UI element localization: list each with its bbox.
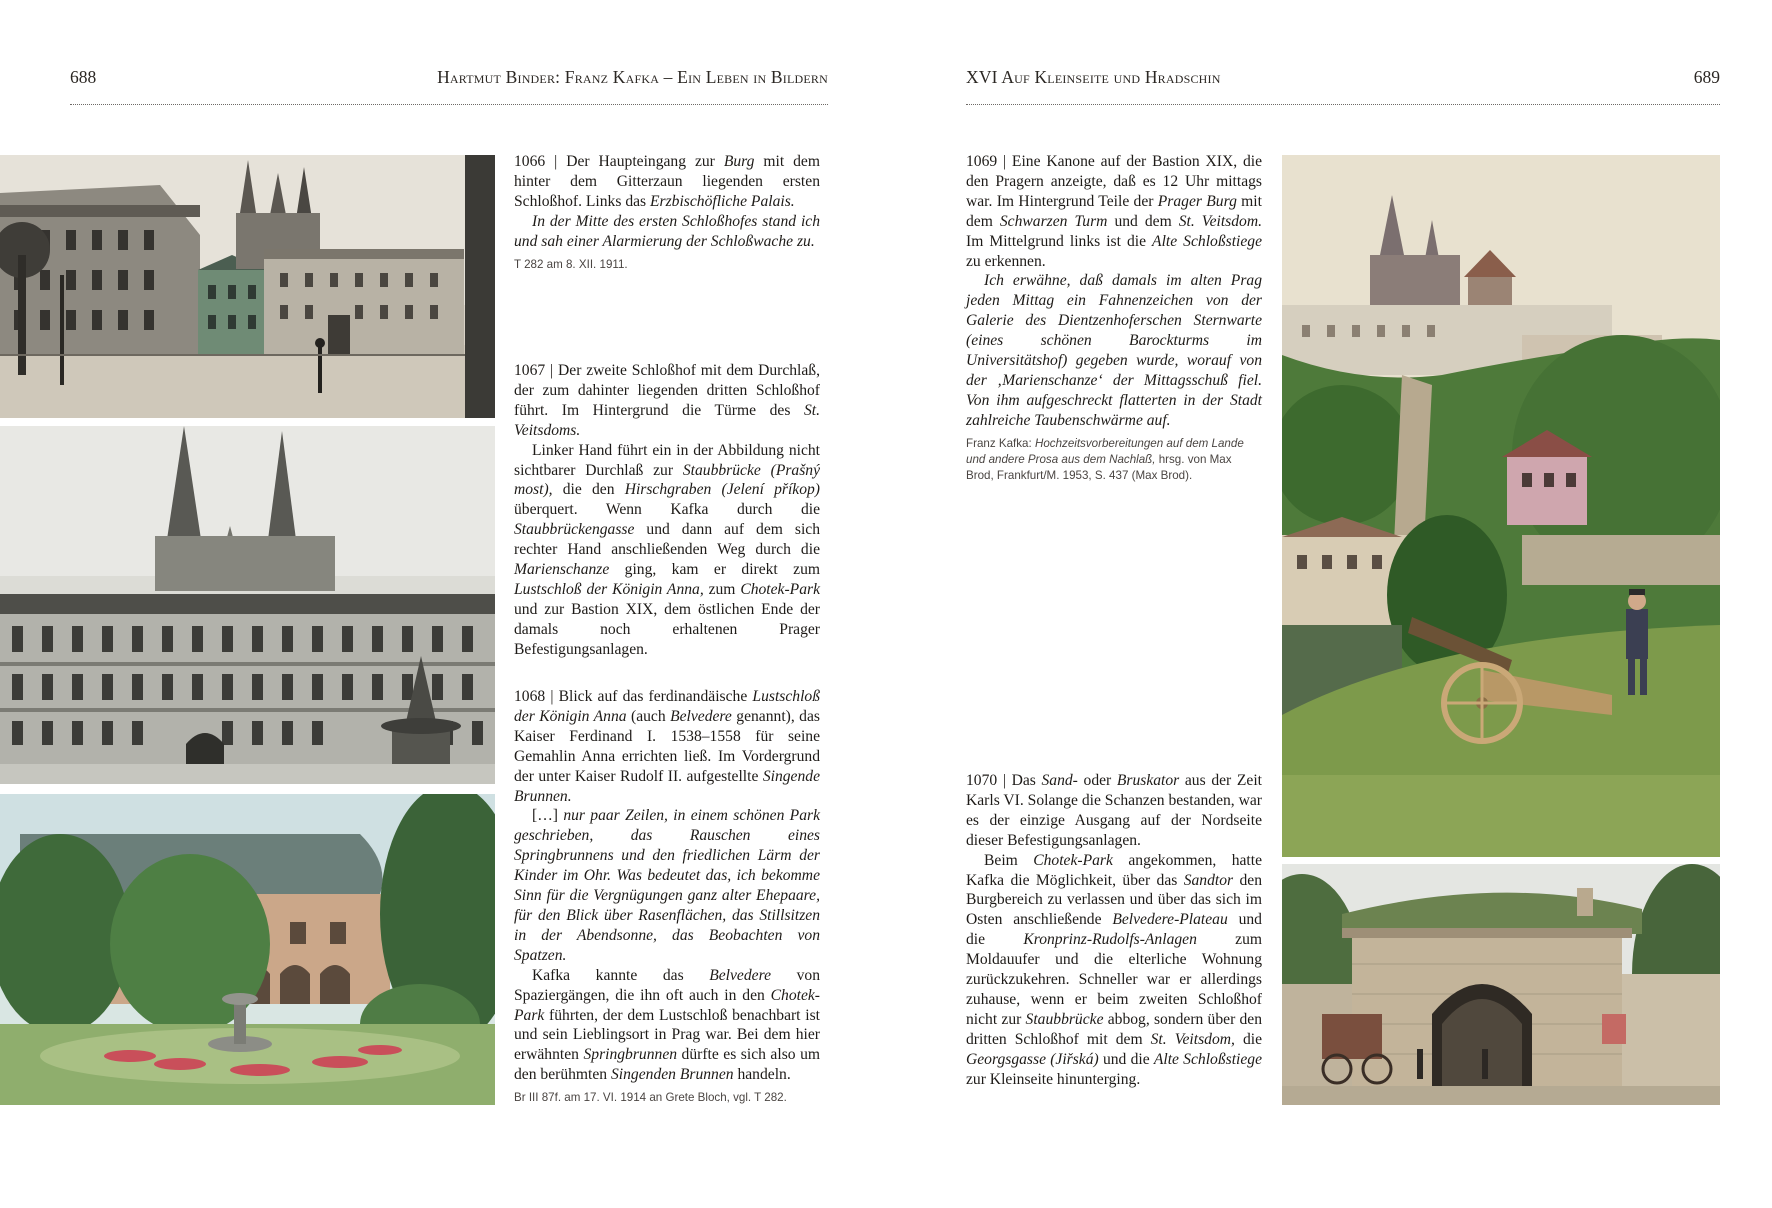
photo-1067-second-courtyard <box>0 426 495 784</box>
source-1069: Franz Kafka: Hochzeitsvorbereitungen auf dem Lande und andere Prosa aus dem Nachlaß, hrsg. von Max Brod, Frankfurt/M. 1953, S. 437 (Max Brod). <box>966 436 1244 482</box>
caption-1069: 1069 | Eine Kanone auf der Bastion XIX, die den Pragern anzeigte, daß es 12 Uhr mittags war. Im Hintergrund Teile der Prager Burg mit dem Schwarzen Turm und dem St. Veitsdom. Im Mittelgrund links ist die Alte Schloßstiege zu erkennen. Ich erwähne, daß damals im alten Prag jeden Mittag ein Fahnenzeichen von der Galerie des Dientzenhoferschen Sternwarte (eines schönen Barockturms im Universitätshof) gegeben wurde, worauf von der ‚Marienschanze‘ der Mittagsschuß fiel. Von ihm aufgeschreckt flatterten in der Stadt zahlreiche Taubenschwärme auf. Franz Kafka: Hochzeitsvorbereitungen auf dem Lande und andere Prosa aus dem Nachlaß, hrsg. von Max Brod, Frankfurt/M. 1953, S. 437 (Max Brod). <box>966 153 1263 482</box>
header-rule-right <box>966 104 1720 105</box>
photo-1068-belvedere <box>0 794 495 1105</box>
caption-1067: 1067 | Der zweite Schloßhof mit dem Durchlaß, der zum dahinter liegenden dritten Schloßhof führt. Im Hintergrund die Türme des St. Veitsdoms. Linker Hand führt ein in der Abbildung nicht sichtbarer Durchlaß zur Staubbrücke (Prašný most), die den Hirschgraben (Jelení příkop) überquert. Wenn Kafka durch die Staubbrückengasse und dann auf dem sich rechter Hand anschließenden Weg durch die Marienschanze ging, kam er direkt zum Lustschloß der Königin Anna, zum Chotek-Park und zur Bastion XIX, dem östlichen Ende der damals noch erhaltenen Prager Befestigungsanlagen. <box>514 362 821 658</box>
photo-1070-sand-gate <box>1282 864 1720 1105</box>
caption-1070: 1070 | Das Sand- oder Bruskator aus der Zeit Karls VI. Solange die Schanzen bestanden, war es der einzige Ausgang auf der Nordseite dieser Befestigungsanlagen. Beim Chotek-Park angekommen, hatte Kafka die Möglichkeit, über das Sandtor den Burgbereich zu verlassen und über das sich im Osten anschließende Belvedere-Plateau und die Kronprinz-Rudolfs-Anlagen zum Moldauufer und die elterliche Wohnung zurückzukehren. Schneller war er allerdings zuhause, wenn er beim zweiten Schloßhof nicht zur Staubbrücke abbog, sondern über den dritten Schloßhof mit dem St. Veitsdom, die Georgsgasse (Jiřská) und die Alte Schloßstiege zur Kleinseite hinunterging. <box>966 772 1263 1088</box>
caption-1066: 1066 | Der Haupteingang zur Burg mit dem hinter dem Gitterzaun liegenden ersten Schloßhof. Links das Erzbischöfliche Palais. In der Mitte des ersten Schloßhofes stand ich und sah einer Alarmierung der Schloßwache zu. T 282 am 8. XII. 1911. <box>514 153 820 271</box>
header-rule-left <box>70 104 828 105</box>
running-head-right: XVI Auf Kleinseite und Hradschin <box>966 67 1221 87</box>
quote-1068: […] nur paar Zeilen, in einem schönen Park geschrieben, das Rauschen eines Springbrunnens und den friedlichen Lärm der Kinder im Ohr. Was bedeutet das, ich bekomme Sinn für die Vergnügungen ganz alter Ehepaare, für den Blick über Rasenflächen, das Stillsitzen in der Abendsonne, das Beobachten von Spatzen. <box>514 807 820 964</box>
caption-1068: 1068 | Blick auf das ferdinandäische Lustschloß der Königin Anna (auch Belvedere genannt), das Kaiser Ferdinand I. 1538–1558 für seine Gemahlin Anna errichten ließ. Im Vordergrund der unter Kaiser Rudolf II. aufgestellte Singende Brunnen. […] nur paar Zeilen, in einem schönen Park geschrieben, das Rauschen eines Springbrunnens und den friedlichen Lärm der Kinder im Ohr. Was bedeutet das, ich bekomme Sinn für die Vergnügungen ganz alter Ehepaare, für den Blick über Rasenflächen, das Stillsitzen in der Abendsonne, das Beobachten von Spatzen. Kafka kannte das Belvedere von Spaziergängen, die ihn oft auch in den Chotek-Park führten, der dem Lustschloß benachbart ist und sein Lieblingsort in Prag war. Bei dem hier erwähnten Springbrunnen dürfte es sich also um den berühmten Singenden Brunnen handeln. Br III 87f. am 17. VI. 1914 an Grete Bloch, vgl. T 282. <box>514 688 820 1105</box>
page-number-right: 689 <box>1693 67 1720 87</box>
quote-1069: Ich erwähne, daß damals im alten Prag jeden Mittag ein Fahnenzeichen von der Galerie des Dientzenhoferschen Sternwarte (eines schönen Barockturms im Universitätshof) gegeben wurde, worauf von der ‚Marienschanze‘ der Mittagsschuß fiel. Von ihm aufgeschreckt flatterten in der Stadt zahlreiche Taubenschwärme auf. <box>966 272 1262 429</box>
photo-1069-cannon-bastion <box>1282 155 1720 857</box>
page-number-left: 688 <box>70 67 97 87</box>
source-1066: T 282 am 8. XII. 1911. <box>514 257 628 271</box>
source-1068: Br III 87f. am 17. VI. 1914 an Grete Bloch, vgl. T 282. <box>514 1091 787 1105</box>
photo-1066-palace-gate <box>0 155 495 418</box>
quote-1066: In der Mitte des ersten Schloßhofes stand ich und sah einer Alarmierung der Schloßwache zu. <box>514 212 820 250</box>
running-head-left: Hartmut Binder: Franz Kafka – Ein Leben in Bildern <box>437 67 828 87</box>
